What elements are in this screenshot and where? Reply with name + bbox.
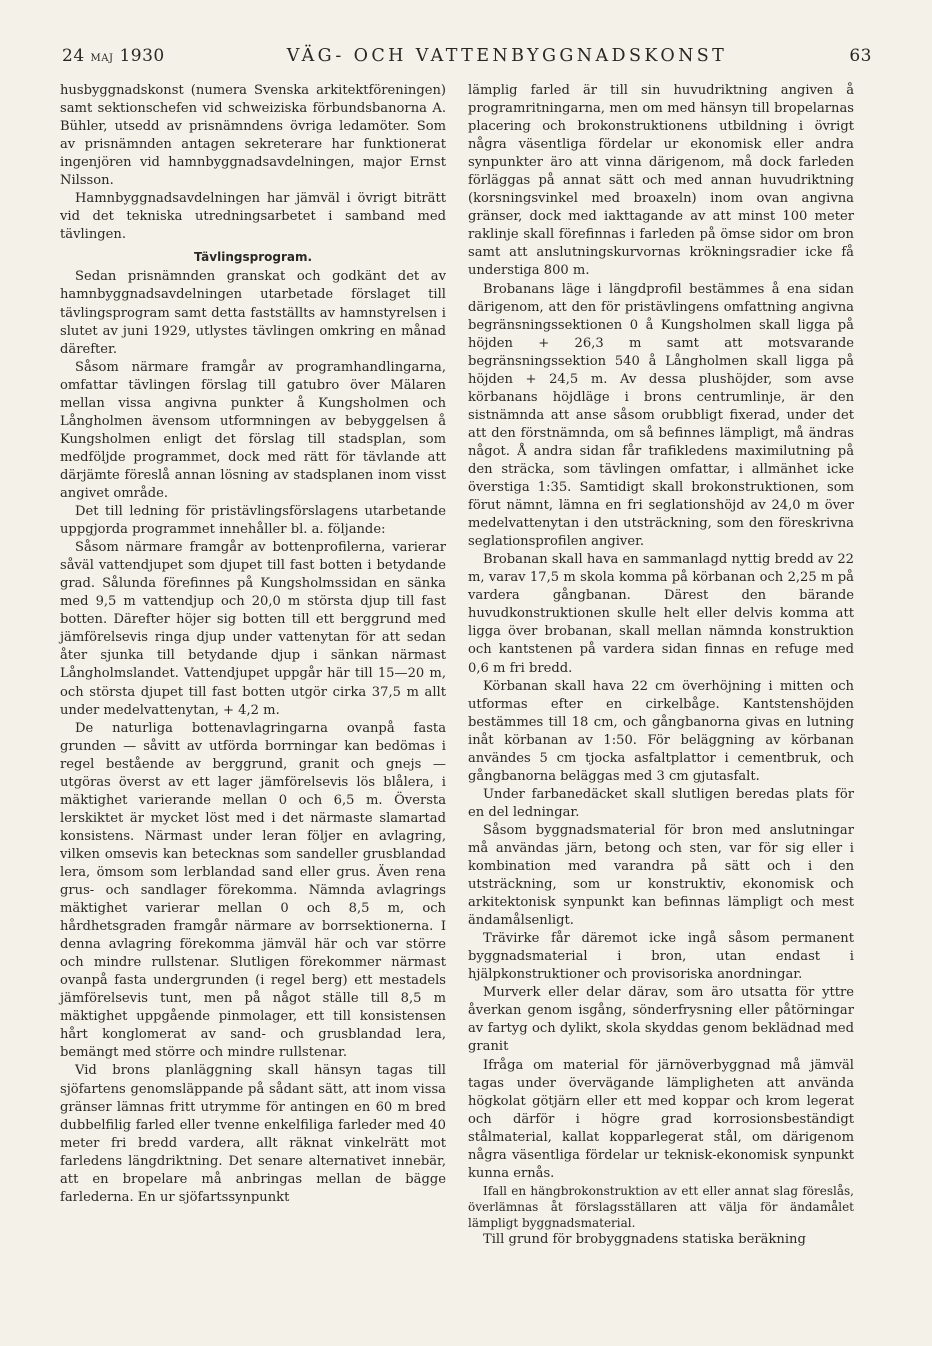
issue-date-year: 1930 xyxy=(119,46,165,66)
journal-title: VÄG- OCH VATTENBYGGNADSKONST xyxy=(286,46,728,66)
paragraph: Vid brons planläggning skall hänsyn tagas till sjöfartens genomsläppande på sådant sätt, att inom vissa gränser lämnas fritt utrymme för antingen en 60 m bred dubbelfilig farled eller tvenne enkelfiliga farleder med 40 meter fri bredd vardera, allt räknat vinkelrätt mot farledens längdriktning. Det senare alternativet innebär, att en bropelare må anbringas mellan de bägge farlederna. En ur sjöfartssynpunkt xyxy=(60,1063,446,1205)
issue-date-day: 24 xyxy=(62,46,85,66)
section-heading: Tävlingsprogram. xyxy=(193,250,313,265)
paragraph: lämplig farled är till sin huvudriktning angiven å programritningarna, men om med hänsyn till bropelarnas placering och brokonstruktionens utbildning i övrigt några väsentliga fördelar ur ekonomisk eller andra synpunkter äro att vinna därigenom, må dock farleden förläggas på annat sätt och med annan huvudriktning (korsningsvinkel med broaxeln) inom ovan angivna gränser, dock med iakttagande av att minst 100 meter raklinje skall förefinnas i farleden på ömse sidor om bron samt att anslutningskurvornas krökningsradier icke få understiga 800 m. xyxy=(468,83,854,279)
paragraph: Såsom byggnadsmaterial för bron med anslutningar må användas järn, betong och sten, var för sig eller i kombination med varandra på sätt och i den utsträckning, som ur konstruktiv, ekonomisk och arkitektonisk synpunkt kan befinnas lämpligt och mest ändamålsenligt. xyxy=(468,822,854,929)
page-number: 63 xyxy=(849,46,872,66)
issue-date xyxy=(62,46,165,66)
paragraph: Såsom närmare framgår av bottenprofilerna, varierar såväl vattendjupet som djupet till fast botten i betydande grad. Sålunda förefinnes på Kungsholmssidan en sänka med 9,5 m vattendjup och 20,0 m största djup till fast botten. Därefter höjer sig botten till ett berggrund med jämförelsevis ringa djup under vattenytan för att sedan åter sjunka till betydande djup i sänkan närmast Långholmslandet. Vattendjupet uppgår här till 15—20 m, och största djupet till fast botten utgör cirka 37,5 m allt under medelvattenytan, + 4,2 m. xyxy=(60,540,446,718)
paragraph: Ifråga om material för järnöverbyggnad må jämväl tagas under övervägande lämpligheten att använda högkolat götjärn eller ett med koppar och krom legerat och därför i högre grad korrosionsbeständigt stålmaterial, kallat kopparlegerat stål, om därigenom några väsentliga fördelar ur teknisk-ekonomisk synpunkt kunna ernås. xyxy=(468,1057,854,1181)
paragraph: Brobanan skall hava en sammanlagd nyttig bredd av 22 m, varav 17,5 m skola komma på körbanan och 2,25 m på vardera gångbanan. Därest den bärande huvudkonstruktionen skulle helt eller delvis komma att ligga över brobanan, skall mellan nämnda konstruktion och kantstenen på vardera sidan finnas en refuge med 0,6 m fri bredd. xyxy=(468,552,854,676)
left-column xyxy=(60,82,446,1249)
text-columns xyxy=(60,82,854,1249)
paragraph: Sedan prisnämnden granskat och godkänt det av hamnbyggnadsavdelningen utarbetade förslaget till tävlingsprogram samt detta fastställts av hamnstyrelsen i slutet av juni 1929, utlystes tävlingen omkring en månad därefter. xyxy=(60,269,446,357)
paragraph: husbyggnadskonst (numera Svenska arkitektföreningen) samt sektionschefen vid schweiziska förbundsbanorna A. Bühler, utsedd av prisnämndens övriga ledamöter. Som av prisnämnden antagen sekreterare har funktionerat ingenjören vid hamnbyggnadsavdelningen, major Ernst Nilsson. xyxy=(60,83,446,189)
paragraph: Murverk eller delar därav, som äro utsatta för yttre åverkan genom isgång, sönderfrysning eller påtörningar av fartyg och dylikt, skola skyddas genom beklädnad med granit xyxy=(468,985,854,1055)
paragraph: Till grund för brobyggnadens statiska beräkning xyxy=(483,1231,806,1247)
paragraph: Trävirke får däremot icke ingå såsom permanent byggnadsmaterial i bron, utan endast i hjälpkonstruktioner och provisoriska anordningar. xyxy=(468,931,854,983)
page-header xyxy=(62,46,872,66)
paragraph: Såsom närmare framgår av programhandlingarna, omfattar tävlingen förslag till gatubro över Mälaren mellan vissa angivna punkter å Kungsholmen och Långholmen ävensom utformningen av bebyggelsen å Kungsholmen enligt det förslag till stadsplan, som medföljde programmet, dock med rätt för tävlande att därjämte föreslå annan lösning av stadsplanen inom visst angivet område. xyxy=(60,359,446,501)
paragraph: Ifall en hängbrokonstruktion av ett eller annat slag föreslås, överlämnas åt förslagsställaren att välja för ändamålet lämpligt byggnadsmaterial. xyxy=(468,1183,854,1230)
paragraph: Det till ledning för pristävlingsförslagens utarbetande uppgjorda programmet innehåller bl. a. följande: xyxy=(60,504,446,538)
issue-date-month: maj xyxy=(90,49,114,65)
paragraph: Hamnbyggnadsavdelningen har jämväl i övrigt biträtt vid det tekniska utredningsarbetet i samband med tävlingen. xyxy=(60,191,446,243)
paragraph: Under farbanedäcket skall slutligen beredas plats för en del ledningar. xyxy=(468,786,854,820)
paragraph: Körbanan skall hava 22 cm överhöjning i mitten och utformas efter en cirkelbåge. Kantstenshöjden bestämmes till 18 cm, och gångbanorna givas en lutning inåt körbanan av 1:50. För beläggning av körbanan användes 5 cm tjocka asfaltplattor i cementbruk, och gångbanorna beläggas med 3 cm gjutasfalt. xyxy=(468,678,854,784)
paragraph: Brobanans läge i längdprofil bestämmes å ena sidan därigenom, att den för pristävlingens omfattning angivna begränsningssektionen 0 å Kungsholmen skall ligga på höjden + 26,3 m samt att motsvarande begränsningssektion 540 å Långholmen skall ligga på höjden + 24,5 m. Av dessa plushöjder, som avse körbanans höjdläge i brons centrumlinje, är den sistnämnda att anse såsom orubbligt fixerad, under det att den förstnämnda, om så befinnes lämpligt, må ändras något. Å andra sidan får trafikledens maximilutning på den sträcka, som tävlingen omfattar, i allmänhet icke överstiga 1:35. Samtidigt skall brokonstruktionen, som förut nämnt, lämna en fri seglationshöjd av 24,0 m över medelvattenytan i den utsträckning, som den föreskrivna seglationsprofilen angiver. xyxy=(468,281,854,550)
paragraph: De naturliga bottenavlagringarna ovanpå fasta grunden — såvitt av utförda borrningar kan bedömas i regel bestående av berggrund, granit och gnejs — utgöras överst av ett lager jämförelsevis lös blålera, i mäktighet varierande mellan 0 och 6,5 m. Översta lerskiktet är mycket löst med i det närmaste slamartad konsistens. Närmast under leran följer en avlagring, vilken omsevis kan betecknas som sandeller grusblandad lera, ömsom som lerblandad sand eller grus. Även rena grus- och sandlager förekomma. Nämnda avlagrings mäktighet varierar mellan 0 och 8,5 m, och hårdhetsgraden framgår närmare av borrsektionerna. I denna avlagring förekomma jämväl här och var större och mindre rullstenar. Slutligen förekommer närmast ovanpå fasta undergrunden (i regel berg) ett mestadels jämförelsevis tunt, men på något ställe till 8,5 m mäktighet uppgående pinmolager, ett till konsistensen hårt konglomerat av sand- och grusblandad lera, bemängt med större och mindre rullstenar. xyxy=(60,720,446,1061)
right-column xyxy=(468,82,854,1249)
